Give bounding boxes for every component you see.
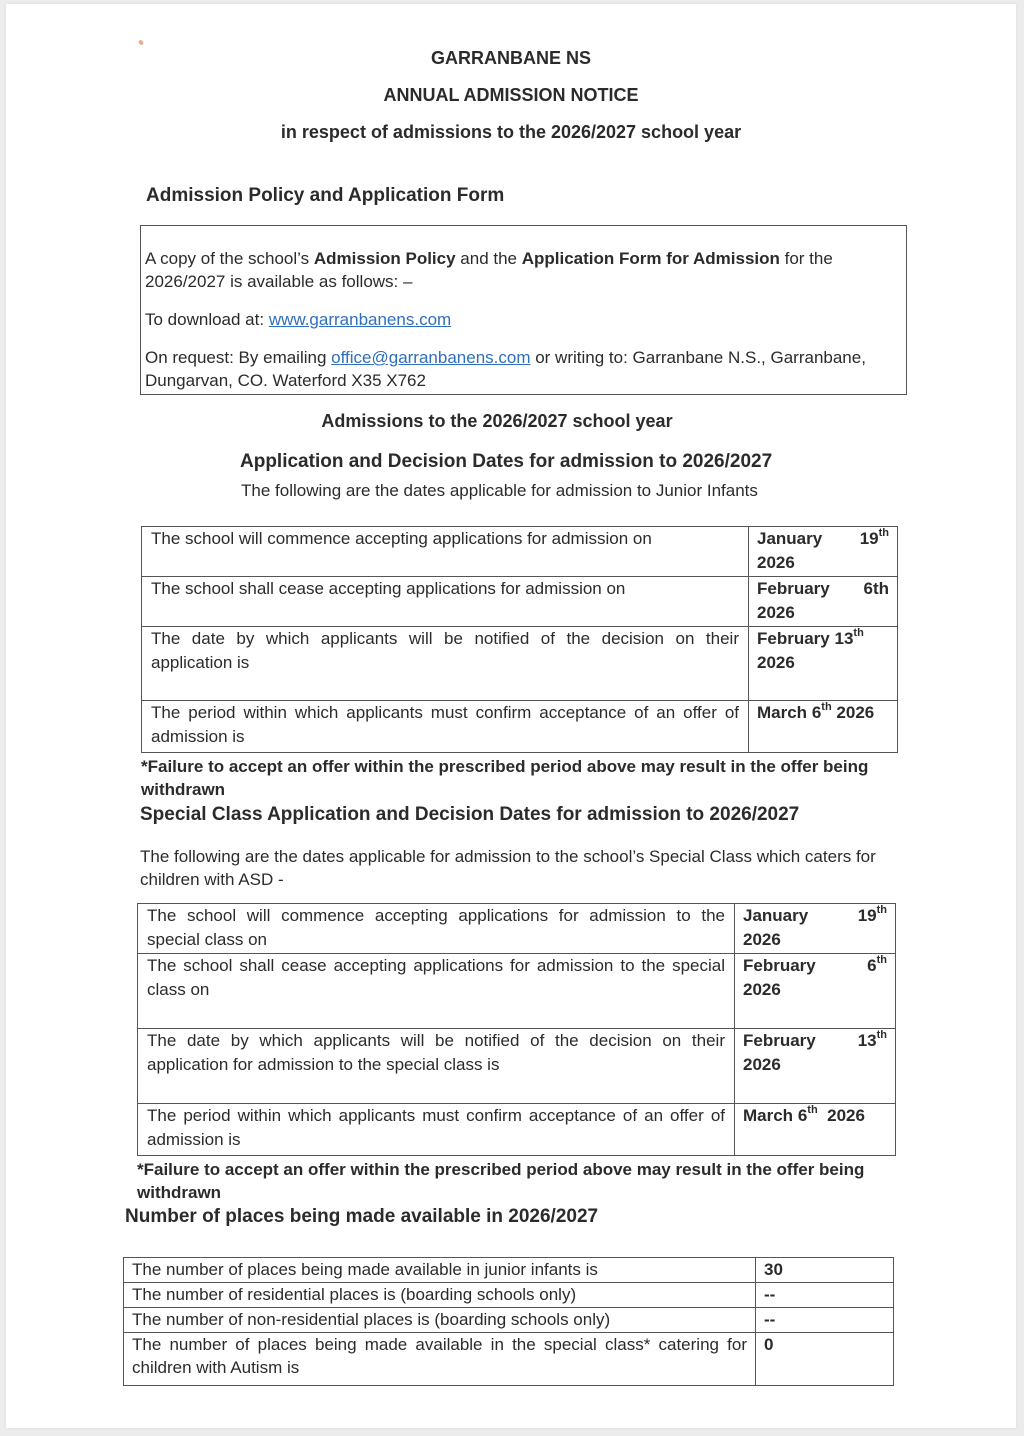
places-table [123, 1257, 894, 1386]
row-date [735, 954, 896, 1029]
date-year: 2026 [757, 553, 795, 572]
row-date [735, 1104, 896, 1156]
table-row [142, 527, 898, 577]
table-row [124, 1258, 894, 1283]
row-label: The school will commence accepting applications for admission on [142, 527, 749, 577]
row-label: The period within which applicants must confirm acceptance of an offer of admission is [138, 1104, 735, 1156]
date-day: 13 [834, 629, 854, 648]
policy-intro [145, 247, 902, 293]
junior-dates-subheading: The following are the dates applicable for admission to Junior Infants [241, 481, 758, 500]
download-line [145, 308, 902, 331]
policy-info-box [140, 225, 907, 395]
junior-acceptance-note: *Failure to accept an offer within the prescribed period above may result in the offer being withdrawn [141, 757, 869, 799]
row-label: The number of places being made available in junior infants is [124, 1258, 756, 1283]
date-day: 13 [857, 1031, 877, 1050]
row-value: -- [756, 1283, 894, 1308]
row-date [749, 527, 898, 577]
date-year: 2026 [757, 653, 795, 672]
special-acceptance-note: *Failure to accept an offer within the prescribed period above may result in the offer being withdrawn [137, 1160, 865, 1202]
date-month: February [743, 956, 816, 975]
junior-dates-table [141, 526, 898, 753]
row-value: 0 [756, 1333, 894, 1386]
request-label: On request: By emailing [145, 348, 332, 367]
date-suffix: th [878, 527, 889, 540]
table-row [124, 1333, 894, 1386]
row-label: The number of non-residential places is (boarding schools only) [124, 1308, 756, 1333]
date-year: 2026 [743, 1055, 781, 1074]
date-month: February [757, 579, 830, 598]
date-month: February [743, 1031, 816, 1050]
table-row [142, 701, 898, 753]
row-label: The school will commence accepting applications for admission to the special class on [138, 904, 735, 954]
date-year: 2026 [836, 703, 875, 722]
junior-dates-heading: Application and Decision Dates for admission to 2026/2027 [240, 451, 773, 472]
postal-address: or writing to: Garranbane N.S., Garranbane, Dungarvan, CO. Waterford X35 X762 [145, 348, 866, 390]
table-row [138, 1029, 896, 1104]
row-label: The date by which applicants will be notified of the decision on their application is [142, 627, 749, 701]
scan-speck [138, 39, 144, 45]
date-year: 2026 [757, 603, 795, 622]
notice-title: ANNUAL ADMISSION NOTICE [383, 85, 639, 105]
admission-policy-label: Admission Policy [313, 249, 456, 268]
date-day: 6 [811, 703, 822, 722]
row-date [749, 627, 898, 701]
table-row [138, 954, 896, 1029]
date-month: January [743, 906, 809, 925]
date-month: February [757, 629, 830, 648]
special-dates-heading: Special Class Application and Decision Dates for admission to 2026/2027 [140, 804, 800, 825]
date-month: March [743, 1106, 794, 1125]
row-value: 30 [756, 1258, 894, 1283]
row-date [749, 701, 898, 753]
row-label: The school shall cease accepting applications for admission to the special class on [138, 954, 735, 1029]
row-date [735, 904, 896, 954]
date-month: January [757, 529, 823, 548]
request-line [145, 346, 902, 392]
admissions-heading: Admissions to the 2026/2027 school year [321, 411, 673, 431]
date-suffix: th [876, 904, 887, 917]
row-date [749, 577, 898, 627]
row-label: The number of residential places is (boarding schools only) [124, 1283, 756, 1308]
date-year: 2026 [743, 980, 781, 999]
table-row [138, 904, 896, 954]
table-row [142, 577, 898, 627]
date-suffix: th [807, 1104, 818, 1117]
date-day: 6 [797, 1106, 808, 1125]
row-label: The school shall cease accepting applications for admission on [142, 577, 749, 627]
website-link[interactable]: www.garranbanens.com [268, 310, 452, 329]
document-page [6, 4, 1016, 1428]
intro-text: for the 2026/2027 is available as follows: – [145, 249, 833, 291]
table-row [138, 1104, 896, 1156]
date-day: 6th [863, 579, 889, 598]
date-suffix: th [821, 701, 832, 714]
date-suffix: th [853, 627, 864, 640]
date-year: 2026 [827, 1106, 865, 1125]
special-dates-subheading: The following are the dates applicable for admission to the school’s Special Class which caters for children with ASD - [140, 847, 876, 889]
date-year: 2026 [743, 930, 781, 949]
date-suffix: th [876, 1029, 887, 1042]
row-label: The number of places being made available in the special class* catering for children with Autism is [124, 1333, 756, 1386]
date-month: March [757, 703, 808, 722]
date-day: 19 [859, 529, 879, 548]
policy-heading: Admission Policy and Application Form [146, 185, 505, 206]
email-link[interactable]: office@garranbanens.com [331, 348, 531, 367]
table-row [142, 627, 898, 701]
school-name: GARRANBANE NS [430, 48, 591, 68]
date-day: 6 [867, 956, 877, 975]
date-suffix: th [876, 954, 887, 967]
row-date [735, 1029, 896, 1104]
table-row [124, 1283, 894, 1308]
row-value: -- [756, 1308, 894, 1333]
special-dates-table [137, 903, 896, 1156]
download-label: To download at: [145, 310, 269, 329]
table-row [124, 1308, 894, 1333]
places-heading: Number of places being made available in 2026/2027 [125, 1206, 599, 1227]
row-label: The period within which applicants must confirm acceptance of an offer of admission is [142, 701, 749, 753]
intro-text: A copy of the school’s [145, 249, 314, 268]
date-day: 19 [857, 906, 877, 925]
notice-subtitle: in respect of admissions to the 2026/2027 school year [280, 122, 742, 142]
application-form-label: Application Form for Admission [521, 249, 780, 268]
row-label: The date by which applicants will be notified of the decision on their application for admission to the special class is [138, 1029, 735, 1104]
intro-text: and the [455, 249, 522, 268]
